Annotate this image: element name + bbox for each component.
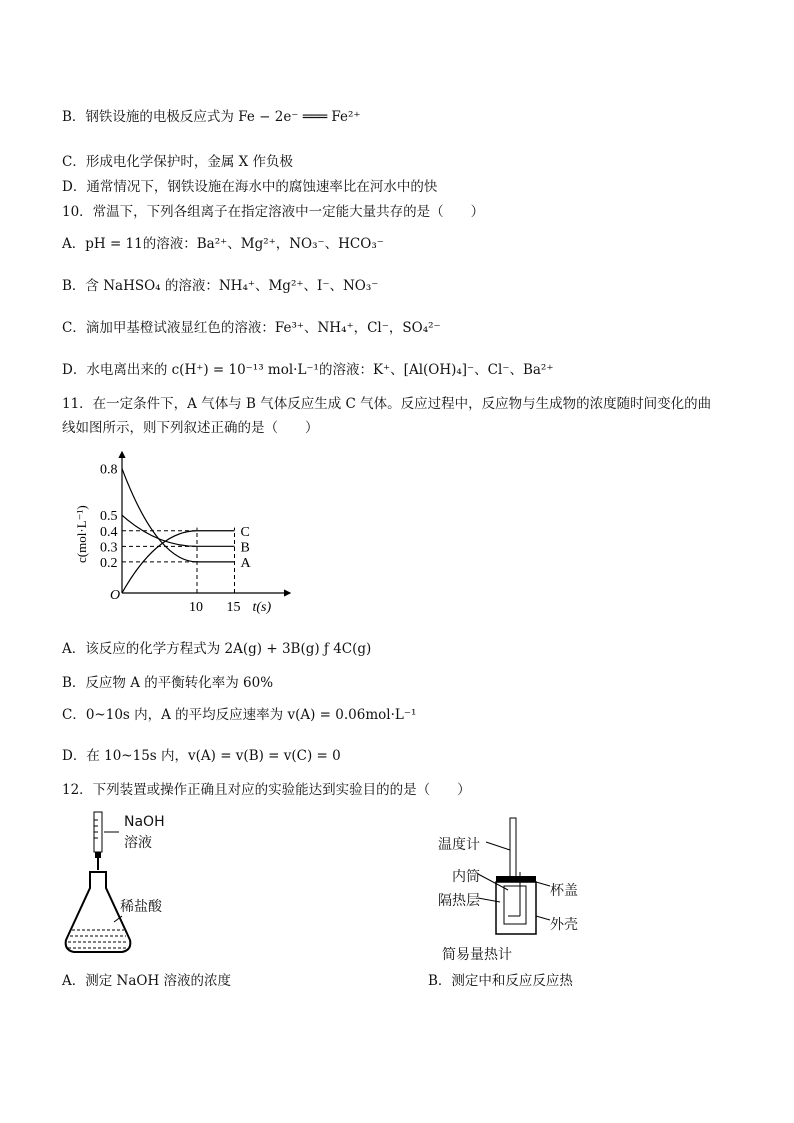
y-tick-0.2: 0.2 — [100, 555, 118, 571]
text-line-q10c: C．滴加甲基橙试液显红色的溶液：Fe³⁺、NH₄⁺，Cl⁻，SO₄²⁻ — [62, 320, 441, 336]
series-label-B: B — [240, 540, 250, 556]
x-tick-10: 10 — [189, 600, 203, 615]
label-thermometer: 温度计 — [438, 837, 480, 853]
text-line-q11optC: C．0~10s 内，A 的平均反应速率为 v(A) = 0.06mol·L⁻¹ — [62, 707, 417, 723]
x-tick-15: 15 — [226, 600, 241, 615]
label-inner-cup: 内筒 — [452, 869, 480, 885]
origin-label: O — [110, 588, 121, 603]
label-shell: 外壳 — [550, 917, 578, 933]
text-line-q11b: 线如图所示，则下列叙述正确的是（ ） — [62, 420, 319, 436]
calorimeter-figure — [438, 816, 588, 963]
text-line-q11a: 11．在一定条件下，A 气体与 B 气体反应生成 C 气体。反应过程中，反应物与生成物的浓度随时间变化的曲 — [62, 396, 712, 412]
text-line-q10a: A．pH = 11的溶液：Ba²⁺、Mg²⁺，NO₃⁻、HCO₃⁻ — [62, 236, 384, 252]
concentration-chart — [70, 448, 300, 622]
titration-figure — [64, 810, 194, 969]
text-line-q9d: D．通常情况下，钢铁设施在海水中的腐蚀速率比在河水中的快 — [62, 179, 438, 195]
text-line-q9c: C．形成电化学保护时，金属 X 作负极 — [62, 154, 294, 170]
chart-svg — [70, 448, 300, 618]
fig-a-caption: A．测定 NaOH 溶液的浓度 — [62, 973, 232, 989]
text-line-q10d: D．水电离出来的 c(H⁺) = 10⁻¹³ mol·L⁻¹的溶液：K⁺、[Al(OH)₄]⁻、Cl⁻、Ba²⁺ — [62, 362, 554, 378]
text-line-q11optB: B．反应物 A 的平衡转化率为 60% — [62, 675, 274, 691]
label-lid: 杯盖 — [550, 883, 578, 899]
text-line-q10b: B．含 NaHSO₄ 的溶液：NH₄⁺、Mg²⁺、I⁻、NO₃⁻ — [62, 278, 379, 294]
y-tick-0.5: 0.5 — [100, 509, 118, 525]
y-axis-label: c(mol·L⁻¹) — [74, 505, 89, 563]
label-hcl: 稀盐酸 — [120, 899, 162, 915]
fig-b-caption: B．测定中和反应反应热 — [428, 973, 573, 989]
y-tick-0.8: 0.8 — [100, 462, 118, 478]
label-calorimeter: 简易量热计 — [442, 947, 512, 963]
text-line-q10: 10．常温下，下列各组离子在指定溶液中一定能大量共存的是（ ） — [62, 204, 485, 220]
label-insulation: 隔热层 — [438, 893, 480, 909]
text-line-q11optD: D．在 10~15s 内，v(A) = v(B) = v(C) = 0 — [62, 748, 341, 764]
series-A — [122, 469, 235, 562]
text-line-q9b: B．钢铁设施的电极反应式为 Fe − 2e⁻ ═══ Fe²⁺ — [62, 109, 361, 125]
label-naoh: NaOH — [124, 814, 165, 830]
text-line-q12: 12．下列装置或操作正确且对应的实验能达到实验目的的是（ ） — [62, 782, 471, 798]
text-line-q11optA: A．该反应的化学方程式为 2A(g) + 3B(g) ƒ 4C(g) — [62, 641, 372, 657]
y-tick-0.4: 0.4 — [100, 524, 118, 540]
series-label-C: C — [240, 524, 250, 540]
series-label-A: A — [240, 555, 251, 571]
y-tick-0.3: 0.3 — [100, 540, 118, 556]
label-solution: 溶液 — [124, 835, 152, 851]
x-axis-label: t(s) — [252, 600, 272, 615]
